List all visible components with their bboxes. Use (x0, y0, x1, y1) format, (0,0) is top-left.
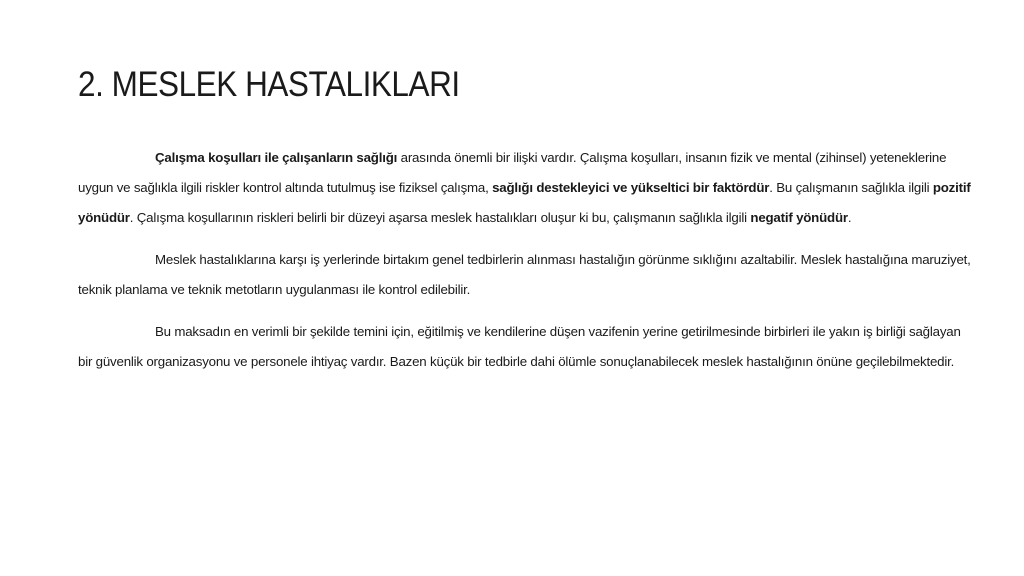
slide-title: 2. MESLEK HASTALIKLARI (78, 65, 460, 104)
paragraph-3-segment-1: Bu maksadın en verimli bir şekilde temini için, eğitilmiş ve kendilerine düşen vazifenin yerine getirilmesinde birbirleri ile yakın iş birliği sağlayan bir güvenlik organizasyonu ve personele ihtiyaç vardır. Bazen küçük bir tedbirle dahi ölümle sonuçlanabilecek meslek hastalığının önüne geçilebilmektedir. (78, 324, 961, 369)
paragraph-2-segment-1: Meslek hastalıklarına karşı iş yerlerinde birtakım genel tedbirlerin alınması hastalığın görünme sıklığını azaltabilir. Meslek hastalığına maruziyet, teknik planlama ve teknik metotların uygulanması ile kontrol edilebilir. (78, 252, 971, 297)
paragraph-1-segment-6: . Çalışma koşullarının riskleri belirli bir düzeyi aşarsa meslek hastalıkları oluşur ki bu, çalışmanın sağlıkla ilgili (129, 210, 751, 225)
paragraph-1-segment-5: pozitif yönüdür (78, 180, 971, 225)
paragraph-1-segment-8: . (847, 210, 852, 225)
paragraph-1 (78, 143, 978, 233)
slide-body (78, 143, 978, 389)
paragraph-1-segment-7: negatif yönüdür (750, 210, 848, 225)
paragraph-2 (78, 245, 978, 305)
paragraph-1-segment-1: Çalışma koşulları ile çalışanların sağlığı (155, 150, 398, 165)
paragraph-1-segment-3: sağlığı destekleyici ve yükseltici bir faktördür (492, 180, 770, 195)
paragraph-3 (78, 317, 978, 377)
paragraph-1-segment-4: . Bu çalışmanın sağlıkla ilgili (769, 180, 933, 195)
paragraph-1-segment-2: arasında önemli bir ilişki vardır. Çalışma koşulları, insanın fizik ve mental (zihinsel) yeteneklerine uygun ve sağlıkla ilgili riskler kontrol altında tutulmuş ise fiziksel çalışma, (78, 150, 947, 195)
